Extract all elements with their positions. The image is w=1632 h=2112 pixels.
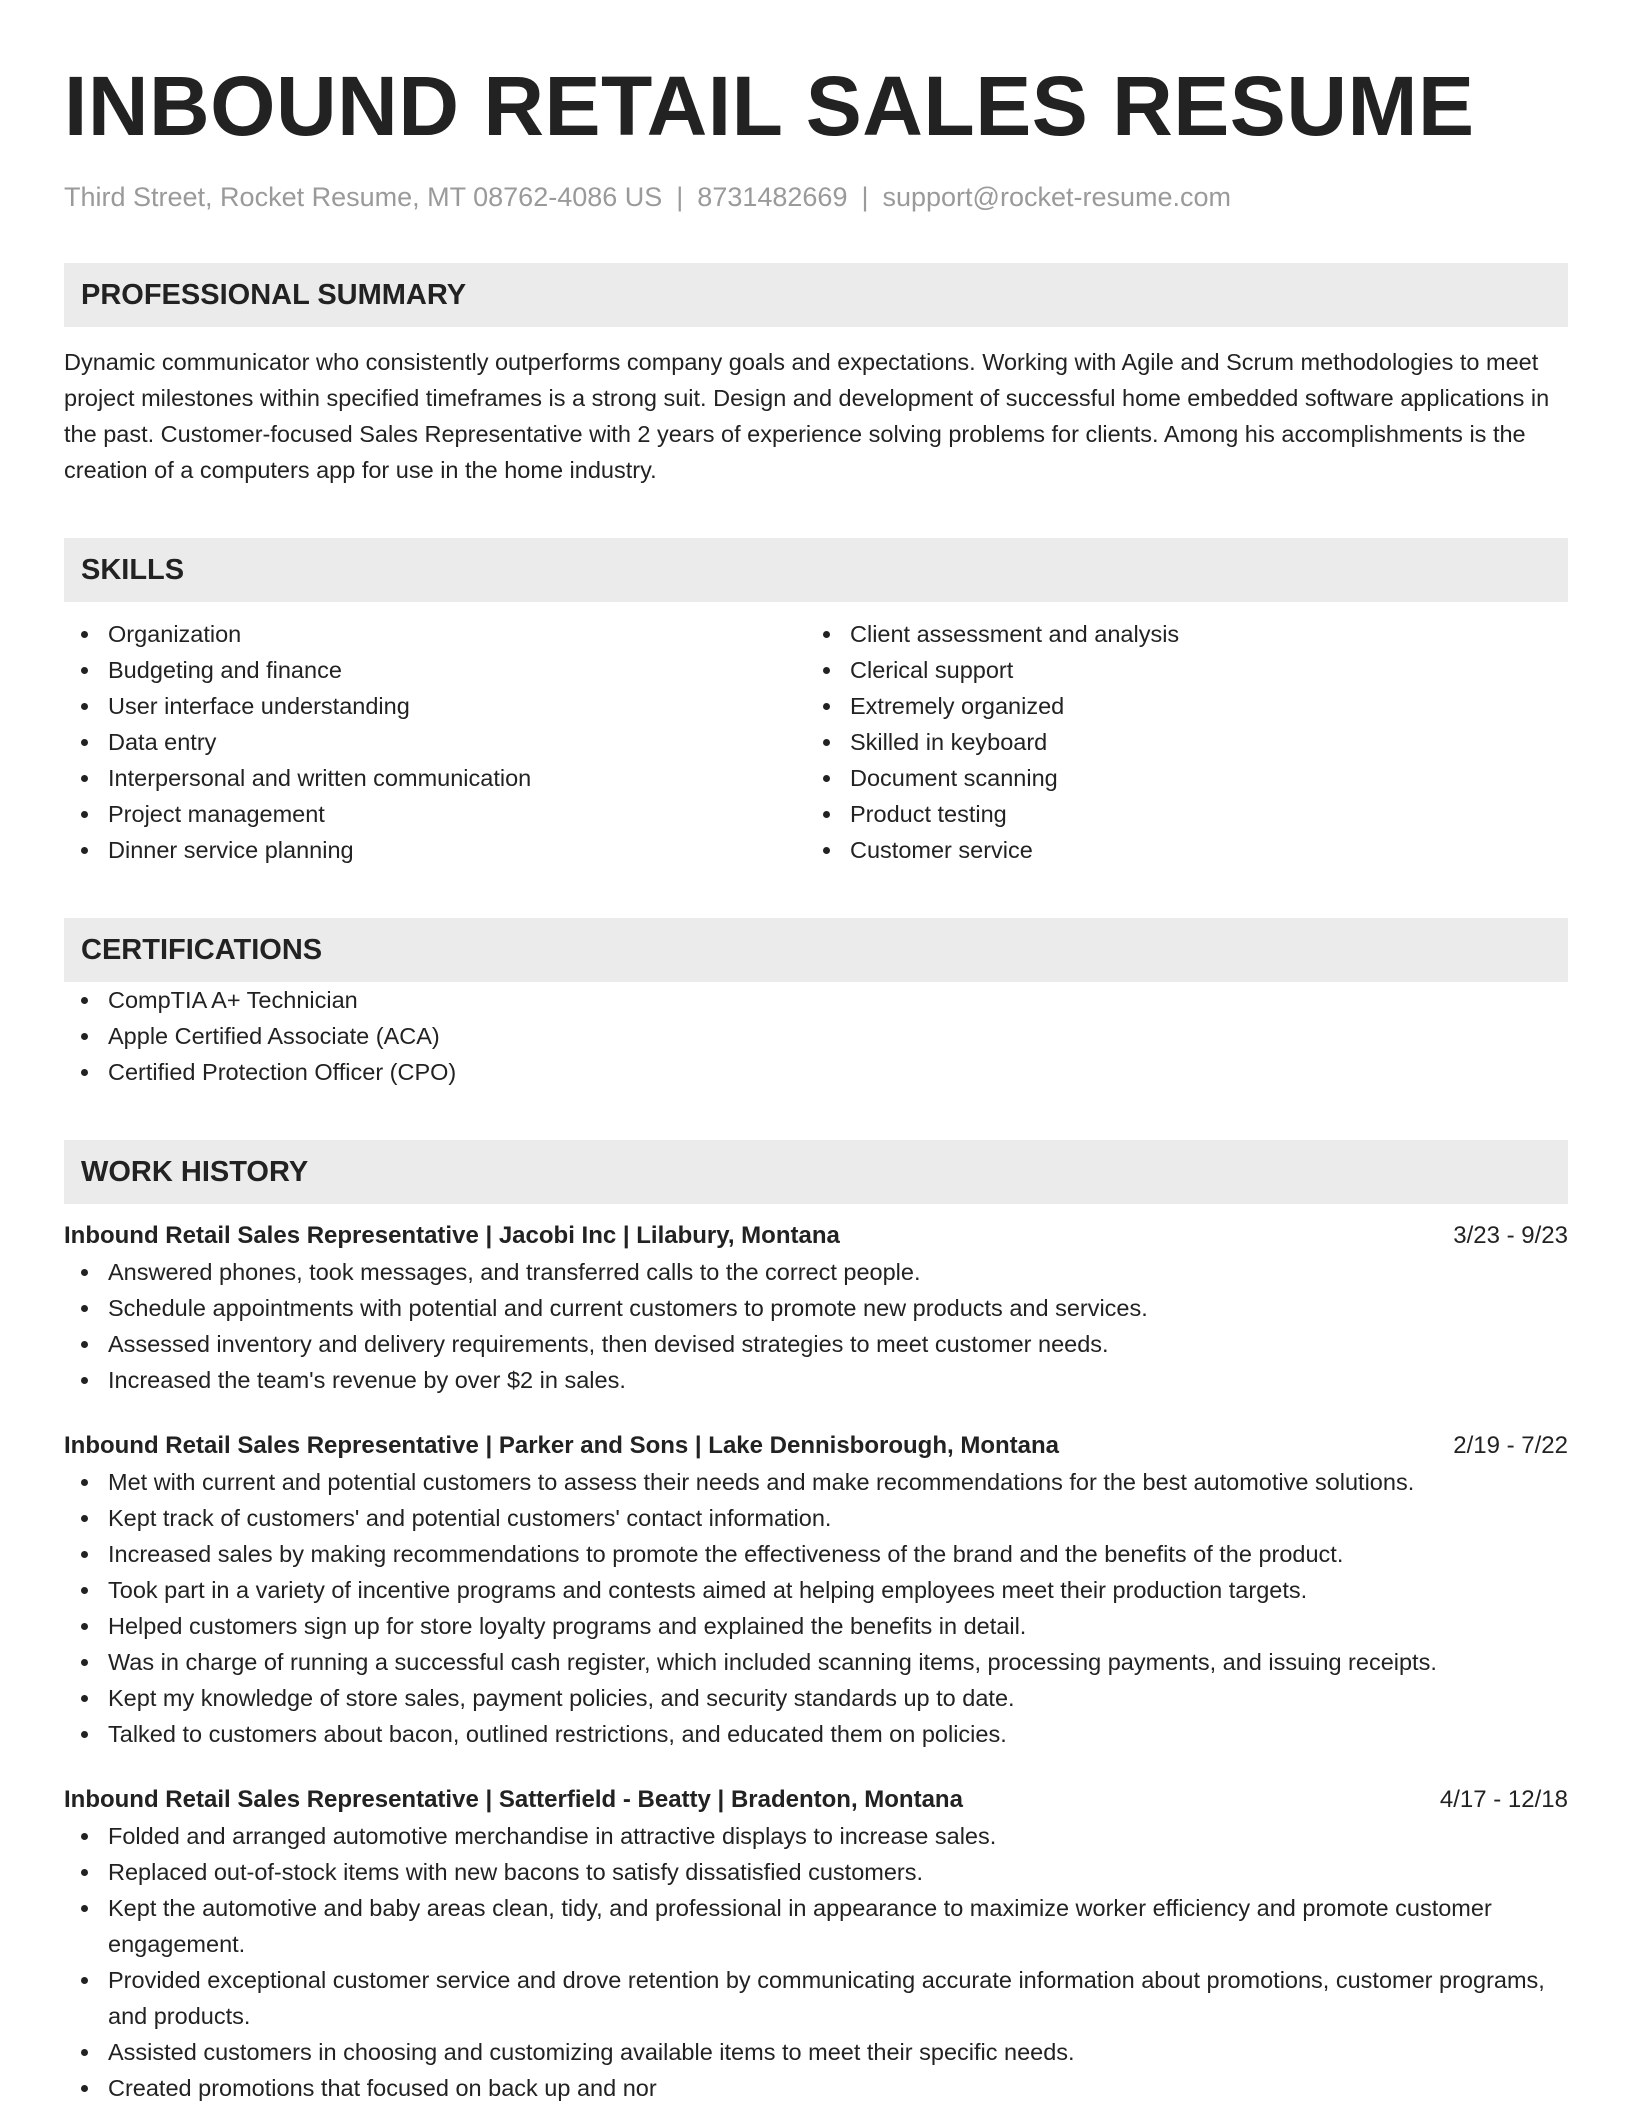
- job-bullet: Answered phones, took messages, and transferred calls to the correct people.: [64, 1254, 1568, 1290]
- job-bullet: Talked to customers about bacon, outlined restrictions, and educated them on policies.: [64, 1716, 1568, 1752]
- job-title: Inbound Retail Sales Representative | Parker and Sons | Lake Dennisborough, Montana: [64, 1432, 1059, 1459]
- skill-item: Budgeting and finance: [64, 652, 806, 688]
- contact-line: [64, 180, 1568, 214]
- skill-item: Data entry: [64, 724, 806, 760]
- skill-item: User interface understanding: [64, 688, 806, 724]
- job-bullet: Met with current and potential customers to assess their needs and make recommendations for the best automotive solutions.: [64, 1464, 1568, 1500]
- resume-title: INBOUND RETAIL SALES RESUME: [64, 59, 1475, 153]
- work-history-heading: WORK HISTORY: [64, 1140, 1568, 1204]
- skill-item: Project management: [64, 796, 806, 832]
- skill-item: Clerical support: [806, 652, 1548, 688]
- job-bullets: [64, 1464, 1568, 1752]
- job-dates: 3/23 - 9/23: [1453, 1222, 1568, 1249]
- resume-page: [64, 56, 1568, 2106]
- job-title: Inbound Retail Sales Representative | Jacobi Inc | Lilabury, Montana: [64, 1222, 840, 1249]
- job-bullet: Folded and arranged automotive merchandise in attractive displays to increase sales.: [64, 1818, 1568, 1854]
- skills-list-left: [64, 616, 806, 868]
- certification-item: Certified Protection Officer (CPO): [64, 1054, 1568, 1090]
- job-bullet: Increased the team's revenue by over $2 in sales.: [64, 1362, 1568, 1398]
- skills-list-right: [806, 616, 1548, 868]
- job-bullet: Helped customers sign up for store loyalty programs and explained the benefits in detail.: [64, 1608, 1568, 1644]
- job-bullet: Kept track of customers' and potential customers' contact information.: [64, 1500, 1568, 1536]
- job-entry: [64, 1218, 1568, 1398]
- skill-item: Document scanning: [806, 760, 1548, 796]
- contact-address: Third Street, Rocket Resume, MT 08762-4086 US: [64, 182, 663, 212]
- job-header: [64, 1782, 1568, 1818]
- job-header: [64, 1218, 1568, 1254]
- job-entry: [64, 1428, 1568, 1752]
- job-bullet: Created promotions that focused on back up and nor: [64, 2070, 1568, 2106]
- certifications-list: [64, 982, 1568, 1090]
- skills-heading: SKILLS: [64, 538, 1568, 602]
- job-bullet: Kept the automotive and baby areas clean, tidy, and professional in appearance to maximize worker efficiency and promote customer engagement.: [64, 1890, 1568, 1962]
- job-bullets: [64, 1818, 1568, 2106]
- job-bullet: Schedule appointments with potential and current customers to promote new products and services.: [64, 1290, 1568, 1326]
- job-bullet: Assessed inventory and delivery requirements, then devised strategies to meet customer needs.: [64, 1326, 1568, 1362]
- summary-text: Dynamic communicator who consistently outperforms company goals and expectations. Working with Agile and Scrum methodologies to meet project milestones within specified timeframes is a strong suit. Design and development of successful home embedded software applications in the past. Customer-focused Sales Representative with 2 years of experience solving problems for clients. Among his accomplishments is the creation of a computers app for use in the home industry.: [64, 349, 1550, 483]
- certification-item: Apple Certified Associate (ACA): [64, 1018, 1568, 1054]
- job-bullet: Assisted customers in choosing and customizing available items to meet their specific needs.: [64, 2034, 1568, 2070]
- skill-item: Extremely organized: [806, 688, 1548, 724]
- job-dates: 4/17 - 12/18: [1439, 1786, 1568, 1813]
- skill-item: Skilled in keyboard: [806, 724, 1548, 760]
- contact-phone: 8731482669: [697, 182, 848, 212]
- job-dates: 2/19 - 7/22: [1453, 1432, 1568, 1459]
- job-bullet: Replaced out-of-stock items with new bacons to satisfy dissatisfied customers.: [64, 1854, 1568, 1890]
- skill-item: Organization: [64, 616, 806, 652]
- summary-heading: PROFESSIONAL SUMMARY: [64, 263, 1568, 327]
- certification-item: CompTIA A+ Technician: [64, 982, 1568, 1018]
- skill-item: Customer service: [806, 832, 1548, 868]
- skill-item: Product testing: [806, 796, 1548, 832]
- job-header: [64, 1428, 1568, 1464]
- job-bullet: Increased sales by making recommendations to promote the effectiveness of the brand and the benefits of the product.: [64, 1536, 1568, 1572]
- job-entry: [64, 1782, 1568, 2106]
- job-title: Inbound Retail Sales Representative | Satterfield - Beatty | Bradenton, Montana: [64, 1786, 963, 1813]
- skills-grid: [64, 616, 1568, 868]
- job-bullet: Was in charge of running a successful cash register, which included scanning items, processing payments, and issuing receipts.: [64, 1644, 1568, 1680]
- contact-separator: |: [861, 182, 869, 212]
- skill-item: Client assessment and analysis: [806, 616, 1548, 652]
- skill-item: Interpersonal and written communication: [64, 760, 806, 796]
- job-bullet: Took part in a variety of incentive programs and contests aimed at helping employees meet their production targets.: [64, 1572, 1568, 1608]
- contact-separator: |: [676, 182, 684, 212]
- skill-item: Dinner service planning: [64, 832, 806, 868]
- job-bullet: Provided exceptional customer service and drove retention by communicating accurate information about promotions, customer programs, and products.: [64, 1962, 1568, 2034]
- contact-email: support@rocket-resume.com: [882, 182, 1232, 212]
- job-bullets: [64, 1254, 1568, 1398]
- certifications-heading: CERTIFICATIONS: [64, 918, 1568, 982]
- job-bullet: Kept my knowledge of store sales, payment policies, and security standards up to date.: [64, 1680, 1568, 1716]
